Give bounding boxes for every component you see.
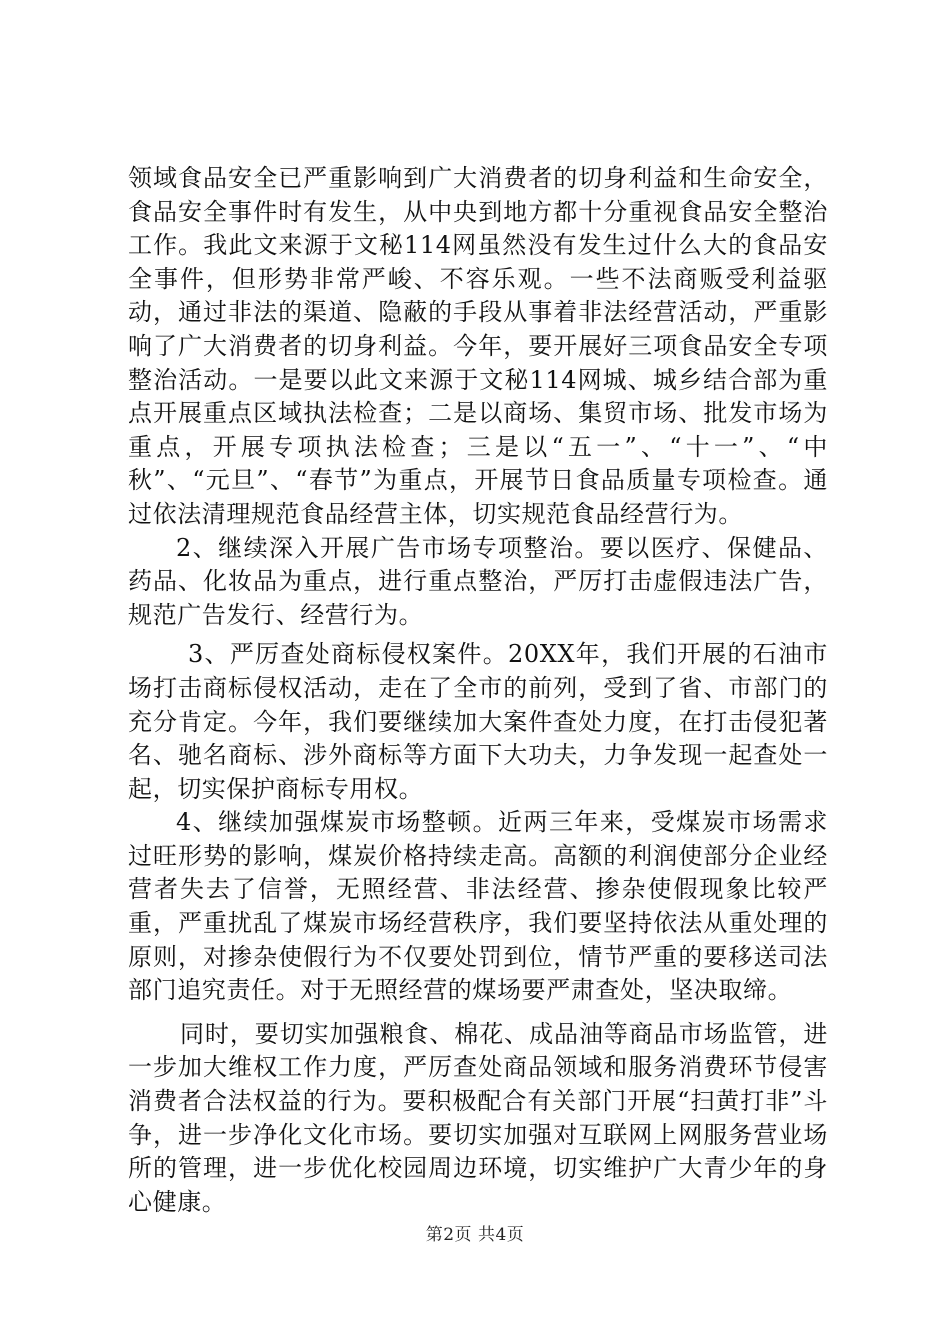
page-number: 第2页 共4页	[425, 1225, 525, 1245]
paragraph-market-supervision: 同时，要切实加强粮食、棉花、成品油等商品市场监管，进一步加大维权工作力度，严厉查处商品领域和服务消费环节侵害消费者合法权益的行为。要积极配合有关部门开展“扫黄打非”斗争，进一步净化文化市场。要切实加强对互联网上网服务营业场所的管理，进一步优化校园周边环境，切实维护广大青少年的身心健康。	[128, 1019, 828, 1216]
document-body	[128, 162, 828, 1219]
paragraph-food-safety: 领域食品安全已严重影响到广大消费者的切身利益和生命安全，食品安全事件时有发生，从中央到地方都十分重视食品安全整治工作。我此文来源于文秘114网虽然没有发生过什么大的食品安全事件，但形势非常严峻、不容乐观。一些不法商贩受利益驱动，通过非法的渠道、隐蔽的手段从事着非法经营活动，严重影响了广大消费者的切身利益。今年，要开展好三项食品安全专项整治活动。一是要以此文来源于文秘114网城、城乡结合部为重点开展重点区域执法检查；二是以商场、集贸市场、批发市场为重点，开展专项执法检查；三是以“五一”、“十一”、“中秋”、“元旦”、“春节”为重点，开展节日食品质量专项检查。通过依法清理规范食品经营主体，切实规范食品经营行为。	[128, 164, 828, 528]
paragraph-trademark: 3、严厉查处商标侵权案件。20XX年，我们开展的石油市场打击商标侵权活动，走在了全市的前列，受到了省、市部门的充分肯定。今年，我们要继续加大案件查处力度，在打击侵犯著名、驰名商标、涉外商标等方面下大功夫，力争发现一起查处一起，切实保护商标专用权。	[128, 640, 828, 803]
paragraph-coal-market: 4、继续加强煤炭市场整顿。近两三年来，受煤炭市场需求过旺形势的影响，煤炭价格持续走高。高额的利润使部分企业经营者失去了信誉，无照经营、非法经营、掺杂使假现象比较严重，严重扰乱了煤炭市场经营秩序，我们要坚持依法从重处理的原则，对掺杂使假行为不仅要处罚到位，情节严重的要移送司法部门追究责任。对于无照经营的煤场要严肃查处，坚决取缔。	[128, 808, 828, 1005]
paragraph-advertising: 2、继续深入开展广告市场专项整治。要以医疗、保健品、药品、化妆品为重点，进行重点整治，严厉打击虚假违法广告，规范广告发行、经营行为。	[128, 533, 828, 629]
